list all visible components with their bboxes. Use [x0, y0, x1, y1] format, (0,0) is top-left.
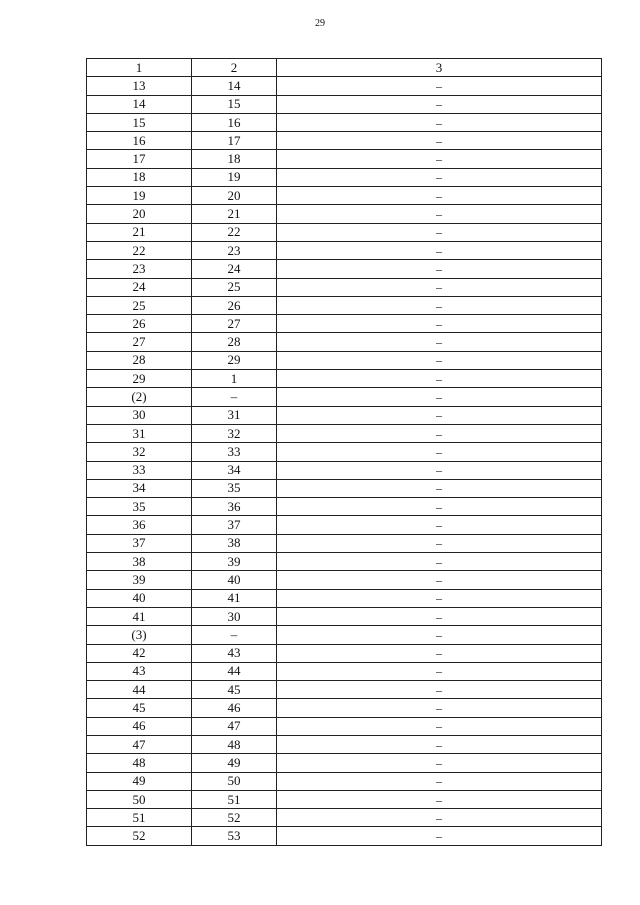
- table-row: [87, 735, 602, 753]
- table-cell-col3: –: [277, 315, 602, 333]
- table-cell-col1: 28: [87, 351, 192, 369]
- table-row: [87, 461, 602, 479]
- table-row: [87, 717, 602, 735]
- table-cell-col1: 52: [87, 827, 192, 845]
- table-cell-col2: 27: [192, 315, 277, 333]
- table-row: [87, 388, 602, 406]
- table-row: [87, 333, 602, 351]
- table-cell-col2: 36: [192, 498, 277, 516]
- table-row: [87, 223, 602, 241]
- table-cell-col3: –: [277, 516, 602, 534]
- table-cell-col3: –: [277, 571, 602, 589]
- table-cell-col3: –: [277, 132, 602, 150]
- table-cell-col3: –: [277, 662, 602, 680]
- table-cell-col1: 41: [87, 607, 192, 625]
- table-cell-col2: 53: [192, 827, 277, 845]
- table-row: [87, 699, 602, 717]
- table-row: [87, 553, 602, 571]
- table-cell-col1: 48: [87, 754, 192, 772]
- table-row: [87, 95, 602, 113]
- table-cell-col3: –: [277, 717, 602, 735]
- table-cell-col1: 18: [87, 168, 192, 186]
- table-row: [87, 424, 602, 442]
- table-header-row: [87, 59, 602, 77]
- table-cell-col3: –: [277, 205, 602, 223]
- table-cell-col2: 30: [192, 607, 277, 625]
- table-cell-col2: 37: [192, 516, 277, 534]
- table-cell-col3: –: [277, 626, 602, 644]
- table-cell-col3: –: [277, 772, 602, 790]
- table-cell-col1: 47: [87, 735, 192, 753]
- table-cell-col3: –: [277, 95, 602, 113]
- column-header-2: 2: [192, 59, 277, 77]
- table-cell-col3: –: [277, 790, 602, 808]
- table-cell-col2: 40: [192, 571, 277, 589]
- table-row: [87, 132, 602, 150]
- table-cell-col1: 23: [87, 260, 192, 278]
- table-body: [87, 77, 602, 845]
- table-cell-col1: 15: [87, 113, 192, 131]
- table-row: [87, 315, 602, 333]
- table-cell-col3: –: [277, 553, 602, 571]
- table-row: [87, 662, 602, 680]
- table-row: [87, 571, 602, 589]
- table-cell-col3: –: [277, 260, 602, 278]
- table-row: [87, 406, 602, 424]
- table-cell-col2: 14: [192, 77, 277, 95]
- table-cell-col1: 27: [87, 333, 192, 351]
- table-cell-col1: 20: [87, 205, 192, 223]
- data-table: [86, 58, 602, 846]
- table-cell-col1: 21: [87, 223, 192, 241]
- table-row: [87, 113, 602, 131]
- table-cell-col2: 17: [192, 132, 277, 150]
- table-row: [87, 351, 602, 369]
- table-cell-col2: 44: [192, 662, 277, 680]
- table-cell-col3: –: [277, 406, 602, 424]
- table-cell-col1: 29: [87, 370, 192, 388]
- table-cell-col3: –: [277, 113, 602, 131]
- table-cell-col1: 45: [87, 699, 192, 717]
- table-cell-col2: 28: [192, 333, 277, 351]
- table-cell-col1: 30: [87, 406, 192, 424]
- table-cell-col3: –: [277, 296, 602, 314]
- table-cell-col1: 37: [87, 534, 192, 552]
- table-cell-col1: 19: [87, 187, 192, 205]
- table-cell-col3: –: [277, 223, 602, 241]
- table-cell-col3: –: [277, 370, 602, 388]
- table-cell-col1: 38: [87, 553, 192, 571]
- table-cell-col3: –: [277, 241, 602, 259]
- table-row: [87, 589, 602, 607]
- table-row: [87, 205, 602, 223]
- table-cell-col2: 50: [192, 772, 277, 790]
- table-cell-col3: –: [277, 461, 602, 479]
- table-cell-col3: –: [277, 479, 602, 497]
- table-cell-col1: 32: [87, 443, 192, 461]
- table-cell-col1: (3): [87, 626, 192, 644]
- table-row: [87, 168, 602, 186]
- table-cell-col3: –: [277, 424, 602, 442]
- table-row: [87, 260, 602, 278]
- table-cell-col2: 41: [192, 589, 277, 607]
- table-cell-col3: –: [277, 150, 602, 168]
- table-row: [87, 754, 602, 772]
- table-cell-col2: 47: [192, 717, 277, 735]
- table-cell-col3: –: [277, 278, 602, 296]
- column-header-3: 3: [277, 59, 602, 77]
- table-cell-col2: 24: [192, 260, 277, 278]
- table-cell-col1: 36: [87, 516, 192, 534]
- table-row: [87, 77, 602, 95]
- table-row: [87, 827, 602, 845]
- table-cell-col2: 25: [192, 278, 277, 296]
- table-cell-col2: 19: [192, 168, 277, 186]
- table-cell-col2: 33: [192, 443, 277, 461]
- table-row: [87, 607, 602, 625]
- table-cell-col1: 44: [87, 681, 192, 699]
- table-cell-col3: –: [277, 644, 602, 662]
- table-row: [87, 150, 602, 168]
- table-cell-col1: 26: [87, 315, 192, 333]
- table-cell-col2: 39: [192, 553, 277, 571]
- table-cell-col3: –: [277, 681, 602, 699]
- table-cell-col2: 18: [192, 150, 277, 168]
- table-cell-col2: 31: [192, 406, 277, 424]
- table-row: [87, 278, 602, 296]
- table-row: [87, 370, 602, 388]
- table-cell-col1: 50: [87, 790, 192, 808]
- table-row: [87, 296, 602, 314]
- table-cell-col1: 39: [87, 571, 192, 589]
- table-cell-col2: 23: [192, 241, 277, 259]
- table-row: [87, 626, 602, 644]
- table-cell-col3: –: [277, 333, 602, 351]
- table-cell-col2: 21: [192, 205, 277, 223]
- table-cell-col1: 25: [87, 296, 192, 314]
- table-row: [87, 772, 602, 790]
- table-cell-col2: 1: [192, 370, 277, 388]
- table-cell-col1: (2): [87, 388, 192, 406]
- table-cell-col1: 22: [87, 241, 192, 259]
- table-cell-col3: –: [277, 827, 602, 845]
- table-cell-col1: 13: [87, 77, 192, 95]
- table-cell-col2: 43: [192, 644, 277, 662]
- table-cell-col2: 38: [192, 534, 277, 552]
- table-row: [87, 681, 602, 699]
- table-cell-col2: 45: [192, 681, 277, 699]
- table-cell-col2: 26: [192, 296, 277, 314]
- page-number: 29: [315, 18, 325, 29]
- table-cell-col3: –: [277, 534, 602, 552]
- table-cell-col3: –: [277, 699, 602, 717]
- table-row: [87, 809, 602, 827]
- table-cell-col1: 34: [87, 479, 192, 497]
- table-row: [87, 534, 602, 552]
- table-cell-col3: –: [277, 168, 602, 186]
- table-cell-col3: –: [277, 589, 602, 607]
- table-cell-col3: –: [277, 735, 602, 753]
- table-row: [87, 516, 602, 534]
- table-cell-col1: 49: [87, 772, 192, 790]
- table-cell-col3: –: [277, 388, 602, 406]
- table-cell-col1: 51: [87, 809, 192, 827]
- table-cell-col2: 20: [192, 187, 277, 205]
- table-cell-col3: –: [277, 809, 602, 827]
- table-row: [87, 443, 602, 461]
- table-cell-col3: –: [277, 754, 602, 772]
- table-cell-col1: 24: [87, 278, 192, 296]
- table-cell-col2: 32: [192, 424, 277, 442]
- table-cell-col1: 14: [87, 95, 192, 113]
- table-row: [87, 790, 602, 808]
- table-cell-col2: 49: [192, 754, 277, 772]
- table-cell-col2: 35: [192, 479, 277, 497]
- table-cell-col3: –: [277, 607, 602, 625]
- table-cell-col1: 31: [87, 424, 192, 442]
- table-cell-col3: –: [277, 351, 602, 369]
- table-cell-col3: –: [277, 498, 602, 516]
- table-cell-col1: 33: [87, 461, 192, 479]
- table-cell-col1: 16: [87, 132, 192, 150]
- table-cell-col1: 43: [87, 662, 192, 680]
- table-cell-col3: –: [277, 77, 602, 95]
- table-cell-col3: –: [277, 187, 602, 205]
- column-header-1: 1: [87, 59, 192, 77]
- table-cell-col3: –: [277, 443, 602, 461]
- table-cell-col2: 52: [192, 809, 277, 827]
- table-cell-col1: 35: [87, 498, 192, 516]
- table-cell-col2: 34: [192, 461, 277, 479]
- table-cell-col2: 48: [192, 735, 277, 753]
- table-cell-col1: 46: [87, 717, 192, 735]
- table-cell-col2: 29: [192, 351, 277, 369]
- table-cell-col1: 42: [87, 644, 192, 662]
- table-cell-col2: 51: [192, 790, 277, 808]
- table-cell-col1: 40: [87, 589, 192, 607]
- table-cell-col2: 46: [192, 699, 277, 717]
- table-cell-col2: 15: [192, 95, 277, 113]
- table-cell-col2: –: [192, 388, 277, 406]
- table-cell-col2: 16: [192, 113, 277, 131]
- table-row: [87, 479, 602, 497]
- table-cell-col2: 22: [192, 223, 277, 241]
- table-row: [87, 187, 602, 205]
- table-row: [87, 498, 602, 516]
- table-cell-col2: –: [192, 626, 277, 644]
- table-cell-col1: 17: [87, 150, 192, 168]
- table-row: [87, 241, 602, 259]
- table-row: [87, 644, 602, 662]
